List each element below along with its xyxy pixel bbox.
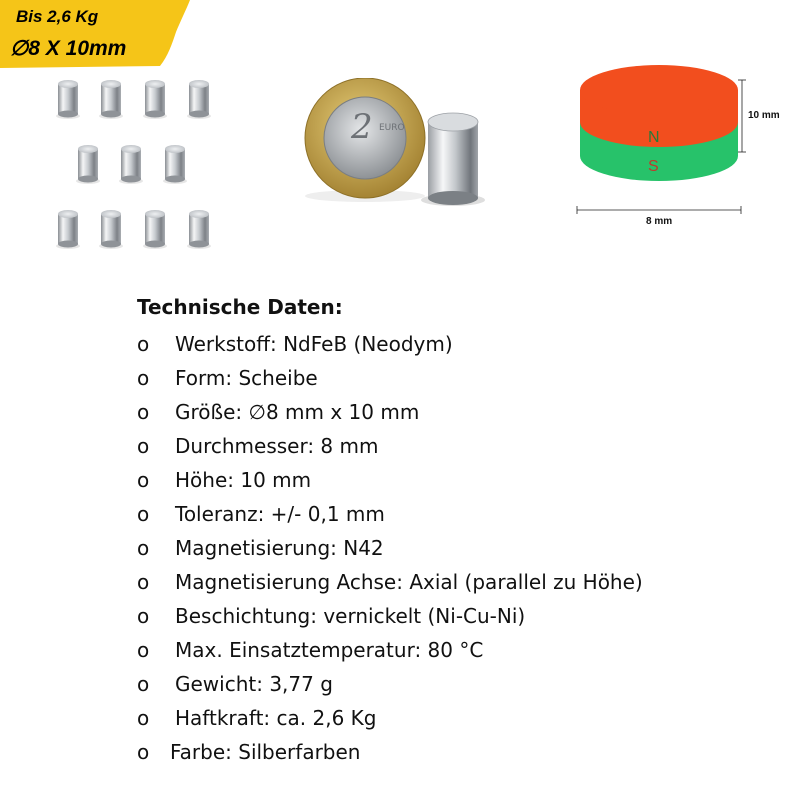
spec-item bbox=[137, 497, 777, 531]
spec-text: Beschichtung: vernickelt (Ni-Cu-Ni) bbox=[175, 604, 526, 628]
specs-list bbox=[137, 327, 777, 769]
spec-text: Werkstoff: NdFeB (Neodym) bbox=[175, 332, 453, 356]
bullet-marker: o bbox=[137, 638, 150, 662]
diameter-label: 8 mm bbox=[646, 216, 673, 227]
bullet-marker: o bbox=[137, 706, 150, 730]
bullet-marker: o bbox=[137, 468, 150, 492]
specs-title: Technische Daten: bbox=[137, 295, 343, 319]
spec-text: Durchmesser: 8 mm bbox=[175, 434, 379, 458]
bullet-marker: o bbox=[137, 672, 150, 696]
bullet-marker: o bbox=[137, 604, 150, 628]
spec-item bbox=[137, 361, 777, 395]
spec-text: Gewicht: 3,77 g bbox=[175, 672, 333, 696]
spec-item bbox=[137, 735, 777, 769]
bullet-marker: o bbox=[137, 366, 150, 390]
spec-text: Größe: ∅8 mm x 10 mm bbox=[175, 400, 420, 424]
spec-item bbox=[137, 429, 777, 463]
bullet-marker: o bbox=[137, 536, 150, 560]
bullet-marker: o bbox=[137, 740, 150, 764]
badge-dimensions: ∅8 X 10mm bbox=[10, 37, 127, 60]
bullet-marker: o bbox=[137, 502, 150, 526]
spec-text: Farbe: Silberfarben bbox=[170, 740, 361, 764]
spec-item bbox=[137, 599, 777, 633]
spec-text: Toleranz: +/- 0,1 mm bbox=[175, 502, 385, 526]
spec-text: Haftkraft: ca. 2,6 Kg bbox=[175, 706, 377, 730]
badge-weight: Bis 2,6 Kg bbox=[16, 7, 99, 26]
spec-item bbox=[137, 395, 777, 429]
bullet-marker: o bbox=[137, 570, 150, 594]
bullet-marker: o bbox=[137, 434, 150, 458]
bullet-marker: o bbox=[137, 400, 150, 424]
coin-comparison-image bbox=[295, 78, 495, 208]
spec-text: Höhe: 10 mm bbox=[175, 468, 312, 492]
spec-item bbox=[137, 667, 777, 701]
spec-text: Form: Scheibe bbox=[175, 366, 318, 390]
spec-item bbox=[137, 327, 777, 361]
svg-text:EURO: EURO bbox=[379, 123, 405, 133]
south-pole-label: S bbox=[648, 158, 659, 175]
spec-text: Magnetisierung: N42 bbox=[175, 536, 384, 560]
spec-item bbox=[137, 701, 777, 735]
spec-item bbox=[137, 633, 777, 667]
spec-item bbox=[137, 565, 777, 599]
magnet-top-face bbox=[580, 65, 738, 115]
size-badge bbox=[0, 0, 195, 68]
bullet-marker: o bbox=[137, 332, 150, 356]
spec-text: Max. Einsatztemperatur: 80 °C bbox=[175, 638, 484, 662]
north-pole-label: N bbox=[648, 129, 660, 146]
magnets-group-image bbox=[48, 72, 238, 262]
spec-item bbox=[137, 531, 777, 565]
svg-text:2: 2 bbox=[351, 107, 373, 147]
spec-item bbox=[137, 463, 777, 497]
technical-specs bbox=[137, 293, 777, 769]
dimension-diagram bbox=[570, 50, 790, 240]
height-label: 10 mm bbox=[748, 110, 780, 121]
spec-text: Magnetisierung Achse: Axial (parallel zu Höhe) bbox=[175, 570, 643, 594]
